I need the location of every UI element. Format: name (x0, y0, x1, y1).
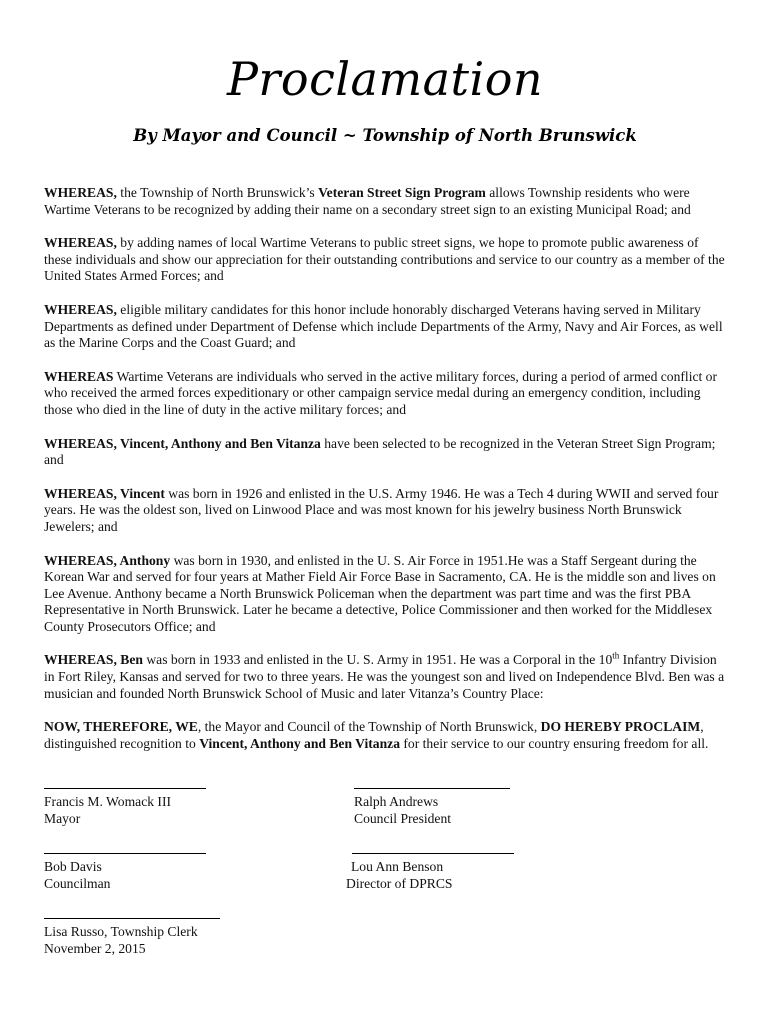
text: was born in 1930, and enlisted in the U. S. Air Force in 1951.He was a Staff Sergeant during the Korean War and served for four years at Mather Field Air Force Base in Sacramento, CA. He is the middle son and lives on Lee Avenue. Anthony became a North Brunswick Policeman when the department was part time and was the first PBA Representative in North Brunswick. Later he became a detective, Police Commissioner and then worked for the Middlesex County Prosecutors Office; and (44, 552, 716, 634)
signature-mayor (44, 788, 206, 827)
page-title: Proclamation (226, 52, 544, 106)
signature-date: November 2, 2015 (44, 940, 146, 956)
page-subtitle: By Mayor and Council ~ Township of North Brunswick (133, 126, 637, 145)
bold-text: WHEREAS, (44, 301, 117, 317)
paragraph-2 (44, 235, 728, 285)
bold-text: DO HEREBY PROCLAIM (540, 719, 701, 735)
signature-line (44, 853, 206, 854)
paragraph-7 (44, 553, 728, 636)
text: have been selected to be recognized in the Veteran Street Sign Program; and (44, 435, 716, 468)
paragraph-8 (44, 652, 728, 702)
paragraph-9 (44, 719, 728, 752)
signature-line (44, 788, 206, 789)
text: was born in 1926 and enlisted in the U.S. Army 1946. He was a Tech 4 during WWII and served four years. He was the oldest son, lived on Linwood Place and was most known for his jewelry business North Brunswick Jewelers; and (44, 485, 719, 534)
bold-text: WHEREAS (44, 368, 114, 384)
text: , distinguished recognition to (44, 719, 704, 751)
signer-role: Director of DPRCS (346, 875, 453, 891)
signer-role: Councilman (44, 875, 111, 891)
text: for their service to our country ensuring freedom for all. (400, 735, 709, 751)
signer-name: Bob Davis (44, 859, 102, 874)
signer-role: Mayor (44, 810, 81, 826)
bold-text: WHEREAS, (44, 185, 117, 200)
signer-role: Council President (354, 810, 452, 826)
text: the Township of North Brunswick’s (116, 185, 319, 200)
text: eligible military candidates for this honor include honorably discharged Veterans having served in Military Departments as defined under Department of Defense which include Departments of the Army, Navy and Air Forces, as well as the Marine Corps and the Coast Guard; and (44, 301, 723, 351)
signer-name: Ralph Andrews (354, 794, 439, 809)
signature-councilman (44, 853, 206, 892)
signature-council-president (354, 788, 510, 827)
signature-clerk (44, 918, 220, 957)
signer-name: Francis M. Womack III (44, 794, 172, 809)
bold-text: WHEREAS, Anthony (44, 552, 171, 568)
paragraph-6 (44, 486, 728, 536)
bold-text: WHEREAS, Vincent, Anthony and Ben Vitanza (44, 435, 321, 451)
bold-text: Vincent, Anthony and Ben Vitanza (199, 735, 400, 751)
signature-director (346, 853, 514, 892)
text: allows Township residents who were Wartime Veterans to be recognized by adding their name on a secondary street sign to an existing Municipal Road; and (44, 185, 691, 217)
signer-name: Lou Ann Benson (351, 859, 444, 874)
paragraph-5 (44, 436, 728, 469)
signer-name: Lisa Russo, Township Clerk (44, 924, 198, 939)
signature-line (352, 853, 514, 854)
bold-text: WHEREAS, Vincent (44, 485, 165, 501)
signature-line (354, 788, 510, 789)
text: was born in 1933 and enlisted in the U. S. Army in 1951. He was a Corporal in the 10 (142, 652, 613, 668)
bold-text: WHEREAS, Ben (44, 652, 143, 668)
signature-line (44, 918, 220, 919)
text: by adding names of local Wartime Veterans to public street signs, we hope to promote public awareness of these individuals and show our appreciation for their outstanding contributions and service to our country as a member of the United States Armed Forces; and (44, 235, 725, 284)
text: Wartime Veterans are individuals who served in the active military forces, during a period of armed conflict or who received the armed forces expeditionary or other campaign service medal during an emergency condition, including those who died in the line of duty in the active military forces; and (44, 368, 717, 417)
paragraph-1 (44, 185, 728, 218)
superscript: th (612, 650, 620, 661)
bold-text: WHEREAS, (44, 235, 117, 251)
text: , the Mayor and Council of the Township of North Brunswick, (197, 719, 541, 735)
paragraph-3 (44, 302, 728, 352)
text: Infantry Division in Fort Riley, Kansas and served for two to three years. He was the youngest son and lived on Independence Blvd. Ben was a musician and founded North Brunswick School of Music and later Vitanza’s Country Place: (44, 652, 725, 701)
proclamation-body (44, 185, 728, 769)
bold-text: NOW, THEREFORE, WE (44, 719, 198, 735)
paragraph-4 (44, 369, 728, 419)
bold-text: Veteran Street Sign Program (318, 185, 486, 200)
